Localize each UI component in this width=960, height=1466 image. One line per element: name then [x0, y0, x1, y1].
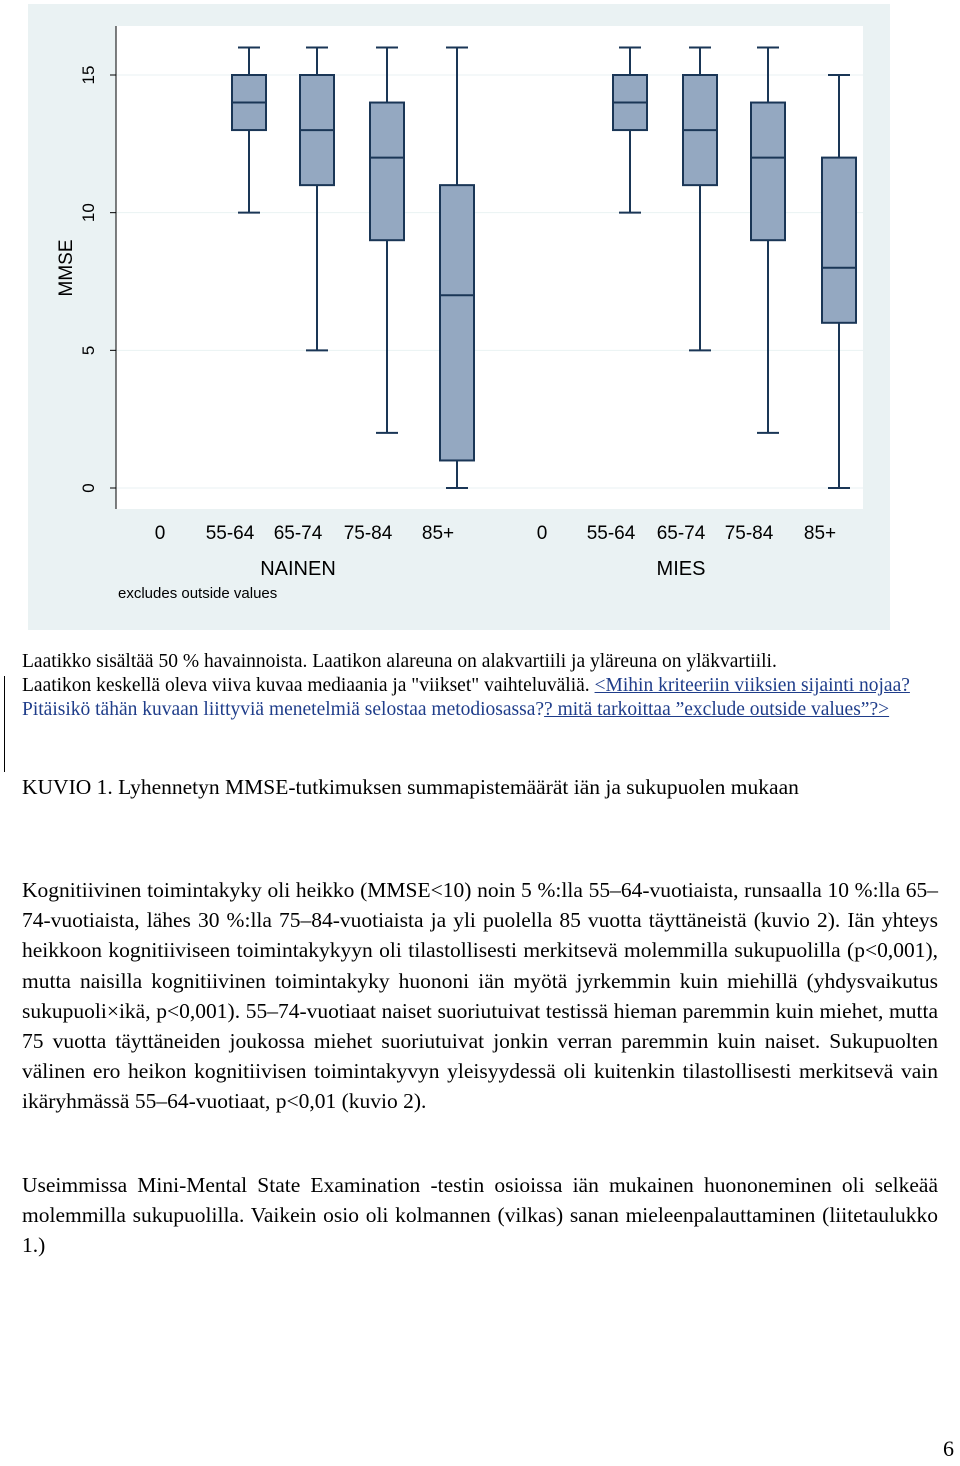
box-iqr	[370, 103, 404, 241]
y-tick-label: 15	[79, 65, 98, 85]
y-tick-label: 5	[79, 345, 98, 356]
group-label: NAINEN	[260, 558, 336, 580]
y-tick-label: 0	[79, 483, 98, 493]
x-tick-label: 65-74	[273, 523, 323, 544]
figure-explanation	[22, 650, 938, 722]
box-iqr	[751, 103, 785, 241]
box-plot-figure	[28, 4, 890, 630]
x-tick-label: 75-84	[343, 523, 393, 544]
figure-title: KUVIO 1. Lyhennetyn MMSE-tutkimuksen summapistemäärät iän ja sukupuolen mukaan	[22, 775, 799, 799]
paragraph-2: Useimmissa Mini-Mental State Examination -testin osioissa iän mukainen huononeminen oli selkeää molemmilla sukupuolilla. Vaikein osio oli kolmannen (vilkas) sanan mieleenpalauttaminen (liitetaulukko 1.)	[22, 1173, 938, 1258]
group-label: MIES	[656, 558, 706, 580]
caption-line-2-text: Laatikon keskellä oleva viiva kuvaa mediaania ja "viikset" vaihteluväliä.	[22, 675, 595, 696]
x-tick-label: 65-74	[656, 523, 706, 544]
chart-note: excludes outside values	[118, 585, 278, 602]
caption-line-1: Laatikko sisältää 50 % havainnoista. Laatikon alareuna on alakvartiili ja yläreuna on yläkvartiili.	[22, 651, 777, 672]
box-iqr	[440, 185, 474, 460]
comment-text: Pitäisikö tähän kuvaan liittyviä menetelmiä selostaa metodiosassa?	[22, 699, 545, 720]
x-tick-label: 85+	[421, 523, 455, 544]
revision-bar	[4, 676, 5, 772]
x-tick-label: 75-84	[724, 523, 774, 544]
paragraph-1: Kognitiivinen toimintakyky oli heikko (MMSE<10) noin 5 %:lla 55–64-vuotiaista, runsaalla 10 %:lla 65–74-vuotiaista, lähes 30 %:lla 75–84-vuotiaista ja yli puolella 85 vuotta täyttäneistä (kuvio 2). Iän yhteys heikkoon kognitiiviseen toimintakykyyn oli tilastollisesti merkitsevä molemmilla sukupuolilla (p<0,001), mutta naisilla kognitiivinen toimintakyky huononi iän myötä jyrkemmin kuin miehillä (yhdysvaikutus sukupuoli×ikä, p<0,001). 55–74-vuotiaat naiset suoriutuivat testissä hieman paremmin kuin miehet, mutta 75 vuotta täyttäneiden joukossa miehet suoriutuivat jonkin verran paremmin kuin naiset. Sukupuolten välinen ero heikon kognitiivisen toimintakyvyn yleisyydessä oli kuitenkin tilastollisesti merkitsevä vain ikäryhmässä 55–64-vuotiaat, p<0,01 (kuvio 2).	[22, 878, 938, 1114]
box-plot-svg	[28, 4, 890, 630]
box-iqr	[822, 158, 856, 323]
page-number: 6	[943, 1436, 954, 1461]
caption-line-2	[22, 674, 938, 722]
comment-link-2[interactable]: ? mitä tarkoittaa ”exclude outside values”?>	[544, 699, 890, 720]
comment-link[interactable]: <Mihin kriteeriin viiksien sijainti nojaa?	[594, 675, 910, 696]
plot-area	[116, 26, 863, 509]
y-axis-title: MMSE	[56, 239, 77, 297]
x-tick-label: 0	[536, 523, 548, 544]
y-tick-label: 10	[79, 203, 98, 223]
x-tick-label: 85+	[803, 523, 837, 544]
x-tick-label: 55-64	[205, 523, 255, 544]
x-tick-label: 55-64	[586, 523, 636, 544]
x-tick-label: 0	[154, 523, 166, 544]
